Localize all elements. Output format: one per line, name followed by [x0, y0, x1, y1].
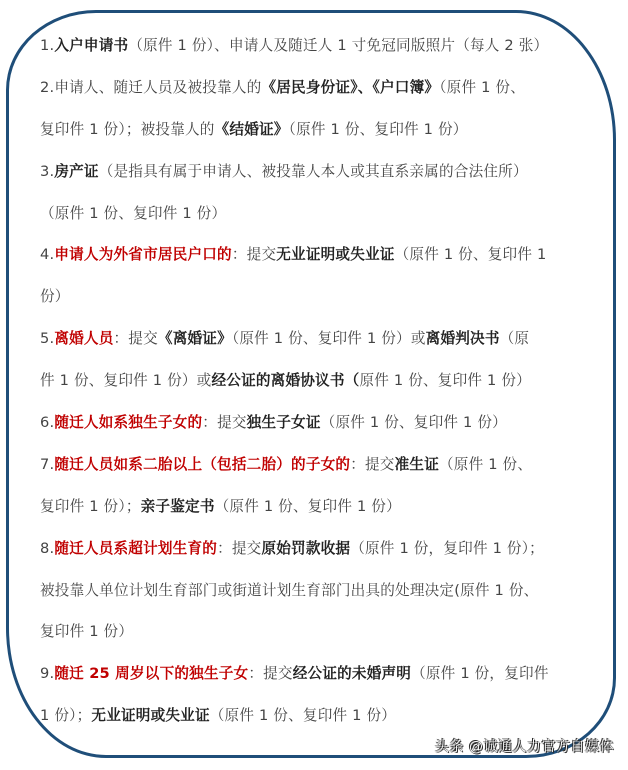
list-item-line	[40, 455, 600, 475]
text-segment: （原件 1 份，复印件	[411, 665, 549, 683]
list-item-line	[40, 245, 600, 265]
highlight-condition: 离婚人员	[54, 330, 114, 348]
text-segment: ：提交	[113, 330, 158, 348]
list-item-line	[40, 497, 600, 517]
text-segment: （原件 1 份、复印件 1 份）或	[231, 330, 426, 348]
list-item-line	[40, 287, 600, 307]
highlight-condition: 随迁人员系超计划生育的	[54, 539, 218, 557]
highlight-condition: 申请人为外省市居民户口的	[54, 246, 232, 264]
text-segment: 复印件 1 份）；	[40, 497, 141, 515]
list-item-line	[40, 622, 600, 642]
highlight-condition: 随迁人如系独生子女的	[54, 414, 203, 432]
text-segment: 件 1 份、复印件 1 份）或	[40, 372, 212, 390]
requirements-list	[40, 36, 600, 748]
text-segment: 3.	[40, 162, 55, 180]
document-name: 离婚判决书	[425, 330, 500, 348]
list-item-line	[40, 36, 600, 56]
list-item-line	[40, 371, 600, 391]
text-segment: （原件 1 份、复印件 1 份）	[288, 120, 468, 138]
document-name: 经公证的未婚声明	[292, 665, 412, 683]
text-segment: （原件 1 份、复印件 1	[394, 246, 547, 264]
text-segment: 6.	[40, 414, 55, 432]
watermark: 头条 @诚通人力官方自媒体	[435, 739, 614, 755]
text-segment: 复印件 1 份）；被投靠人的	[40, 120, 215, 138]
document-name: 《结婚证》	[214, 120, 289, 138]
text-segment: （原件 1 份、复印件 1 份）	[209, 707, 397, 725]
list-item-line	[40, 413, 600, 433]
text-segment: （原	[499, 330, 530, 348]
text-segment: （原件 1 份）、申请人及随迁人 1 寸免冠同版照片（每人 2 张）	[128, 37, 549, 54]
document-name: 独生子女证	[246, 414, 321, 432]
list-item-line	[40, 78, 600, 98]
text-segment: 2.申请人、随迁人员及被投靠人的	[40, 78, 262, 96]
document-name: 原始罚款收据	[261, 539, 351, 557]
list-item-line	[40, 664, 600, 684]
text-segment: 份）	[40, 288, 70, 306]
document-name: 入户申请书	[54, 37, 129, 54]
text-segment: 1 份）；	[40, 707, 92, 725]
highlight-condition: 随迁人员如系二胎以上（包括二胎）的子女的	[54, 455, 351, 473]
text-segment: 4.	[40, 246, 55, 264]
text-segment: （原件 1 份、	[439, 455, 533, 473]
text-segment: 原件 1 份、复印件 1 份）	[359, 372, 531, 390]
text-segment: ：提交	[217, 539, 262, 557]
document-name: 无业证明或失业证	[91, 707, 210, 725]
text-segment: 复印件 1 份）	[40, 623, 134, 641]
text-segment: （原件 1 份、复印件 1 份）	[320, 414, 507, 432]
list-item-line	[40, 162, 600, 182]
document-name: 房产证	[54, 162, 99, 180]
text-segment: （原件 1 份、	[439, 78, 526, 96]
text-segment: 被投靠人单位计划生育部门或街道计划生育部门出具的处理决定(原件 1 份、	[40, 581, 539, 599]
list-item-line	[40, 329, 600, 349]
text-segment: 9.	[40, 665, 55, 683]
document-name: 《离婚证》	[157, 330, 232, 348]
text-segment: 1.	[40, 37, 55, 54]
text-segment: （是指具有属于申请人、被投靠人本人或其直系亲属的合法住所）	[98, 162, 528, 180]
list-item-line	[40, 204, 600, 224]
document-name: 《居民身份证》、《户口簿》	[261, 78, 440, 96]
list-item-line	[40, 581, 600, 601]
text-segment: （原件 1 份、复印件 1 份）	[214, 497, 401, 515]
list-item-line	[40, 539, 600, 559]
document-name: 准生证	[394, 455, 439, 473]
list-item-line	[40, 120, 600, 140]
text-segment: （原件 1 份、复印件 1 份）	[40, 204, 227, 222]
document-name: 亲子鉴定书	[140, 497, 215, 515]
document-name: 无业证明或失业证	[276, 246, 395, 264]
text-segment: ：提交	[248, 665, 293, 683]
text-segment: 5.	[40, 330, 55, 348]
text-segment: 7.	[40, 455, 55, 473]
list-item-line	[40, 706, 600, 726]
text-segment: ：提交	[202, 414, 247, 432]
text-segment: （原件 1 份，复印件 1 份）；	[350, 539, 544, 557]
highlight-condition: 随迁 25 周岁以下的独生子女	[54, 665, 249, 683]
document-name: 经公证的离婚协议书（	[211, 372, 360, 390]
text-segment: ：提交	[231, 246, 277, 264]
text-segment: 8.	[40, 539, 55, 557]
text-segment: ：提交	[350, 455, 395, 473]
